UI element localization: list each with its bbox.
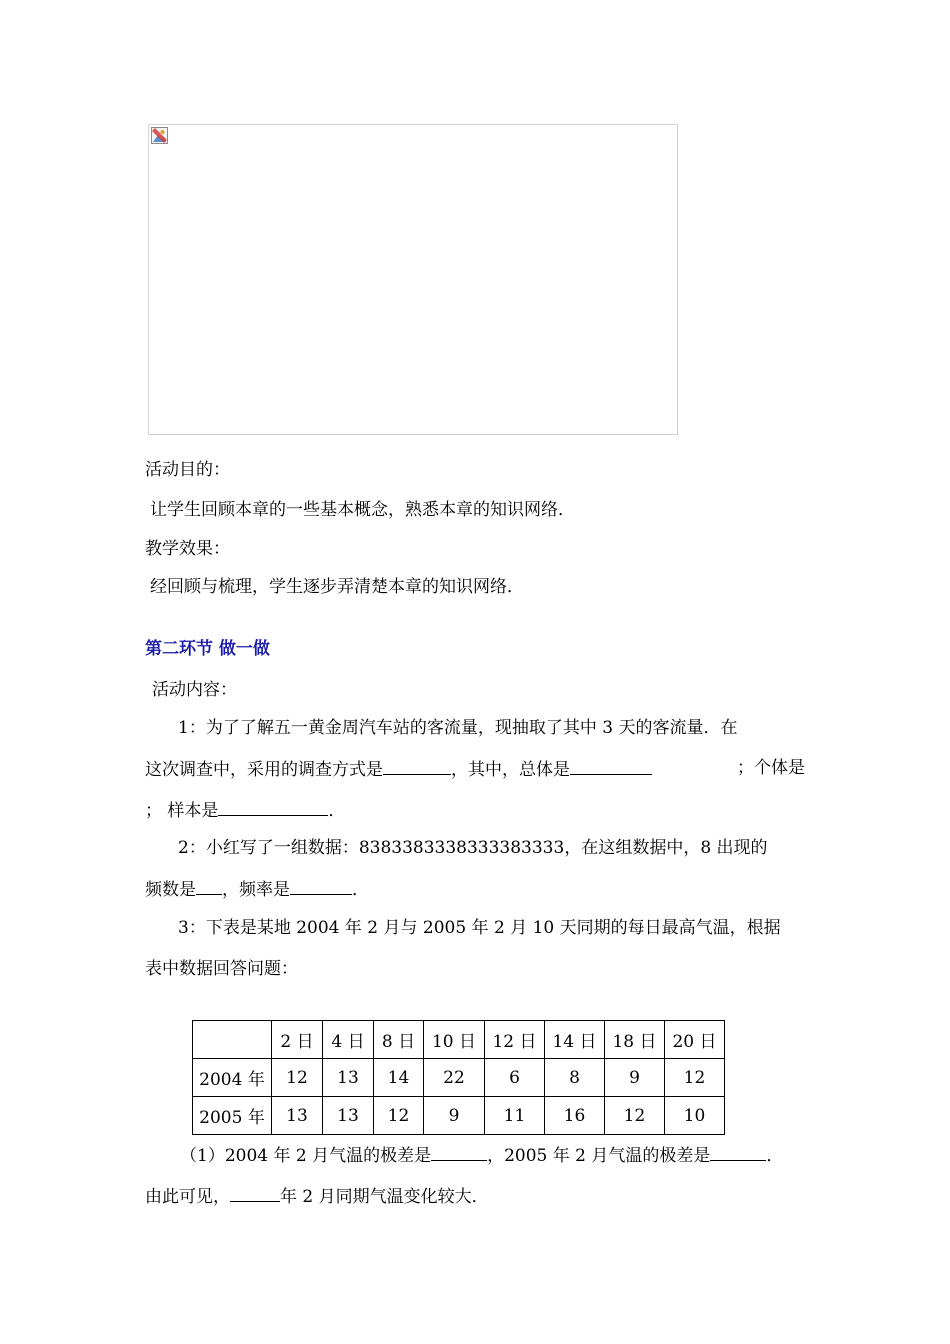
sub1-2004-prompt: （1）2004 年 2 月气温的极差是	[180, 1146, 432, 1166]
table-cell: 9	[605, 1059, 665, 1097]
sub1-2005-prompt: ，2005 年 2 月气温的极差是	[487, 1146, 711, 1166]
table-cell: 14	[374, 1059, 424, 1097]
q1-population-prompt: ，其中，总体是	[451, 760, 570, 780]
temperature-table	[192, 1020, 725, 1135]
purpose-label: 活动目的：	[145, 460, 230, 480]
q1-method-blank	[383, 756, 451, 775]
q2-line2	[145, 876, 369, 902]
q2-frequency-prompt: 频数是	[145, 880, 196, 900]
table-header-cell: 12 日	[485, 1021, 545, 1059]
q1-population-blank	[570, 756, 652, 775]
table-row-label: 2005 年	[193, 1097, 272, 1135]
q1-individual-prompt: ；个体是	[737, 758, 805, 778]
table-cell: 13	[323, 1097, 374, 1135]
table-cell: 12	[374, 1097, 424, 1135]
q1-line3	[145, 797, 345, 823]
broken-image-placeholder	[148, 124, 678, 435]
table-cell: 9	[424, 1097, 485, 1135]
q2-frequency-blank	[196, 876, 222, 895]
table-row	[193, 1059, 725, 1097]
sub1-2005-blank	[710, 1142, 766, 1161]
q1-period: ．	[328, 801, 346, 821]
q2-line1: 2：小红写了一组数据：8383383338333383333，在这组数据中，8 出现的	[178, 838, 768, 858]
table-header-cell: 8 日	[374, 1021, 424, 1059]
table-row-label: 2004 年	[193, 1059, 272, 1097]
sub1-period: ．	[766, 1146, 784, 1166]
table-header-cell: 18 日	[605, 1021, 665, 1059]
q3-line2: 表中数据回答问题：	[145, 959, 298, 979]
table-cell: 13	[323, 1059, 374, 1097]
effect-text: 经回顾与梳理，学生逐步弄清楚本章的知识网络．	[150, 577, 524, 597]
table-header-cell: 20 日	[665, 1021, 725, 1059]
table-header-cell	[193, 1021, 272, 1059]
sub1-year-blank	[230, 1183, 280, 1202]
table-cell: 8	[545, 1059, 605, 1097]
effect-label: 教学效果：	[145, 539, 230, 559]
table-cell: 12	[272, 1059, 323, 1097]
table-cell: 12	[665, 1059, 725, 1097]
table-cell: 13	[272, 1097, 323, 1135]
sub1-2004-blank	[431, 1142, 487, 1161]
q1-method-prompt: 这次调查中，采用的调查方式是	[145, 760, 383, 780]
sub1-conclusion-prompt: 由此可见，	[145, 1187, 230, 1207]
table-header-cell: 10 日	[424, 1021, 485, 1059]
sub1-line1	[180, 1142, 783, 1168]
q2-rate-blank	[290, 876, 352, 895]
table-cell: 16	[545, 1097, 605, 1135]
table-cell: 22	[424, 1059, 485, 1097]
table-header-cell: 14 日	[545, 1021, 605, 1059]
q2-rate-prompt: ，频率是	[222, 880, 290, 900]
purpose-text: 让学生回顾本章的一些基本概念，熟悉本章的知识网络．	[150, 500, 575, 520]
table-cell: 6	[485, 1059, 545, 1097]
q1-sample-blank	[218, 797, 328, 816]
q1-sample-prompt: ； 样本是	[145, 801, 219, 821]
broken-image-icon	[151, 127, 168, 144]
table-cell: 11	[485, 1097, 545, 1135]
q1-line1: 1：为了了解五一黄金周汽车站的客流量，现抽取了其中 3 天的客流量．在	[178, 718, 738, 738]
table-row	[193, 1097, 725, 1135]
content-label: 活动内容：	[152, 680, 237, 700]
table-cell: 12	[605, 1097, 665, 1135]
sub1-conclusion-tail: 年 2 月同期气温变化较大．	[280, 1187, 489, 1207]
q3-line1: 3：下表是某地 2004 年 2 月与 2005 年 2 月 10 天同期的每日最高气温，根据	[178, 918, 781, 938]
section-title: 第二环节 做一做	[145, 639, 270, 659]
q2-period: ．	[352, 880, 369, 900]
table-header-cell: 4 日	[323, 1021, 374, 1059]
table-header-row	[193, 1021, 725, 1059]
table-cell: 10	[665, 1097, 725, 1135]
sub1-line2	[145, 1183, 489, 1209]
q1-line2	[145, 756, 805, 782]
table-header-cell: 2 日	[272, 1021, 323, 1059]
